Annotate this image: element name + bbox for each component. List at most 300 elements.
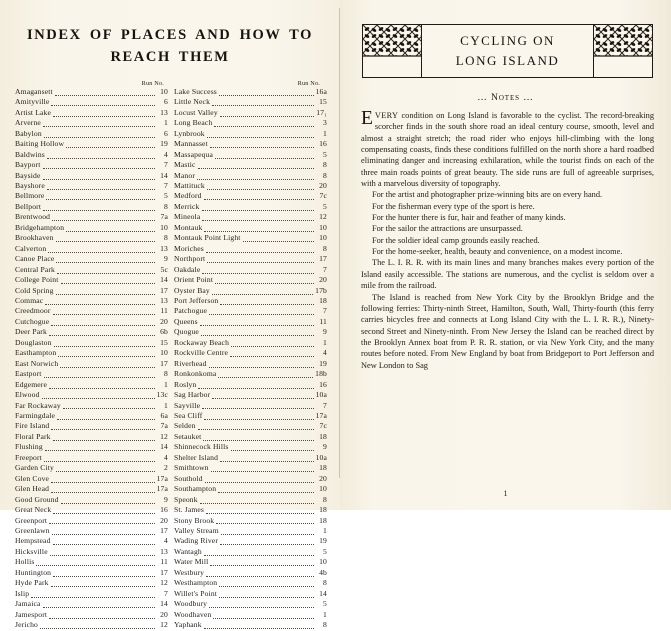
index-entry-run-number: 13c xyxy=(156,390,168,400)
index-entry-run-number: 12 xyxy=(160,578,168,588)
page-number: 1 xyxy=(503,489,508,498)
leader-dots xyxy=(40,627,155,629)
index-entry-name: Orient Point xyxy=(174,275,214,285)
index-entry-name: Freeport xyxy=(15,452,42,462)
index-entry xyxy=(15,150,168,160)
leader-dots xyxy=(207,136,314,138)
index-entry xyxy=(15,390,168,400)
leader-dots xyxy=(209,606,314,608)
index-entry-name: Bayshore xyxy=(15,181,45,191)
index-entry xyxy=(15,286,168,296)
index-entry-name: Water Mill xyxy=(174,557,209,567)
index-entry-name: Little Neck xyxy=(174,97,211,107)
index-entry-name: Bellport xyxy=(15,201,42,211)
leader-dots xyxy=(66,230,155,232)
index-entry xyxy=(15,568,168,578)
index-entry xyxy=(174,181,327,191)
index-entry-name: Speonk xyxy=(174,494,198,504)
index-entry xyxy=(174,348,327,358)
index-entry-name: Selden xyxy=(174,421,196,431)
index-entry-run-number: 8 xyxy=(323,494,327,504)
index-entry xyxy=(174,547,327,557)
index-entry-run-number: 15 xyxy=(160,337,168,347)
index-entry xyxy=(174,254,327,264)
index-entry-name: Shelter Island xyxy=(174,452,219,462)
leader-dots xyxy=(49,387,155,389)
opening-smallcaps: VERY xyxy=(374,111,399,120)
index-entry-run-number: 18 xyxy=(319,296,327,305)
index-entry-run-number: 1 xyxy=(164,118,168,128)
index-entry-run-number: 7a xyxy=(160,421,168,431)
leader-dots xyxy=(207,261,314,263)
index-entry-name: Calverton xyxy=(15,243,47,253)
leader-dots xyxy=(50,554,155,556)
index-entry-name: Hempstead xyxy=(15,536,51,546)
leader-dots xyxy=(214,125,314,127)
leader-dots xyxy=(36,564,155,566)
index-entry-run-number: 12 xyxy=(160,431,168,441)
index-entry-name: Artist Lake xyxy=(15,107,52,117)
index-entry xyxy=(15,327,168,337)
drop-cap: E xyxy=(361,108,373,129)
index-entry-name: Manor xyxy=(174,170,195,180)
index-entry-run-number: 15 xyxy=(319,97,327,107)
leader-dots xyxy=(215,282,314,284)
index-entry-run-number: 20 xyxy=(319,181,327,191)
index-entry xyxy=(174,463,327,473)
leader-dots xyxy=(231,345,314,347)
index-entry-name: Rockville Centre xyxy=(174,348,229,358)
index-entry-run-number: 10 xyxy=(160,86,168,96)
index-entry-run-number: 1 xyxy=(164,379,168,389)
index-entry-name: Babylon xyxy=(15,128,42,138)
index-entry xyxy=(15,557,168,567)
index-entry-name: Greenlawn xyxy=(15,525,50,535)
leader-dots xyxy=(31,596,155,598)
index-entry-name: Quogue xyxy=(174,327,199,337)
index-entry-run-number: 16 xyxy=(160,505,168,515)
index-entry-run-number: 19 xyxy=(319,358,327,368)
index-entry-run-number: 16a xyxy=(315,86,327,96)
index-entry xyxy=(174,129,327,139)
index-entry-name: Queens xyxy=(174,316,198,326)
index-entry-run-number: 13 xyxy=(160,296,168,305)
index-entry-run-number: 1 xyxy=(323,609,327,619)
index-entry xyxy=(174,568,327,578)
leader-dots xyxy=(243,240,314,242)
index-entry xyxy=(15,526,168,536)
paragraph-1-text: condition on Long Island is favorable to the cyclist. The record-breaking scorcher finds in the south shore road an ideal century course, smooth, level and almost a straight stretch; the road rider who enjoys hill-climbing with the long compensating coasts, finds these conditions fulfilled on the north shore a hard roadbed eliminating danger and increasing exhilaration, while the tourist finds on each of the three main roads points of great beauty. The side runs are full of agreeable surprises, with a marvelous diversity of topography. xyxy=(361,111,654,189)
leader-dots xyxy=(53,575,155,577)
leader-dots xyxy=(56,470,155,472)
index-entry xyxy=(15,118,168,128)
index-entry xyxy=(174,505,327,515)
index-entry-name: Hollis xyxy=(15,557,35,567)
leader-dots xyxy=(198,428,314,430)
paragraph-3: For the fisherman every type of the sport is here. xyxy=(372,201,535,211)
index-column-1 xyxy=(15,87,168,631)
index-entry-run-number: 20 xyxy=(319,473,327,483)
index-entry xyxy=(15,202,168,212)
index-entry-run-number: 14 xyxy=(160,442,168,452)
index-entry xyxy=(15,421,168,431)
leader-dots xyxy=(204,198,314,200)
index-entry-name: Merrick xyxy=(174,201,200,211)
index-entry-run-number: 6 xyxy=(164,97,168,107)
leader-dots xyxy=(45,303,155,305)
index-entry-run-number: 7c xyxy=(319,191,327,201)
leader-dots xyxy=(204,627,314,629)
leader-dots xyxy=(58,355,155,357)
index-entry-run-number: 1 xyxy=(323,337,327,347)
index-entry-run-number: 13 xyxy=(160,107,168,117)
index-entry xyxy=(174,327,327,337)
index-entry xyxy=(174,139,327,149)
index-entry-run-number: 5 xyxy=(323,201,327,211)
index-entry-name: Westhampton xyxy=(174,578,218,588)
index-entry xyxy=(174,610,327,620)
leaf-lattice-ornament-icon xyxy=(363,25,422,77)
index-entry-name: Baiting Hollow xyxy=(15,139,65,149)
index-entry-run-number: 5 xyxy=(323,546,327,556)
index-entry-name: Lynbrook xyxy=(174,128,205,138)
index-entry-name: Deer Park xyxy=(15,327,47,337)
index-entry-run-number: 11 xyxy=(160,557,168,567)
leader-dots xyxy=(210,146,314,148)
leader-dots xyxy=(57,272,155,274)
leader-dots xyxy=(220,460,314,462)
index-entry-name: Sea Cliff xyxy=(174,410,203,420)
index-entry-run-number: 18 xyxy=(319,505,327,515)
leader-dots xyxy=(211,470,314,472)
opening-paragraph xyxy=(361,110,654,189)
index-entry xyxy=(15,599,168,609)
leader-dots xyxy=(47,157,155,159)
leader-dots xyxy=(198,387,314,389)
paragraph-9: The Island is reached from New York City by the Brooklyn Bridge and the following ferries: Thirty-ninth Street, Hamilton, South, Wall, Thirty-fourth (this ferry carries bicycles free and connects at Long Island City with the L. I. R. R.), Ninety-second Street and Ninety-ninth. From New Jersey the Island can be reached direct by the Brooklyn Annex boat from P. R. R. station, or via New York City, and the many routes before noted. From New England by boat from Bridgeport to Port Jefferson and New London to Sag xyxy=(361,292,654,370)
leader-dots xyxy=(218,376,313,378)
index-entry-name: Stony Brook xyxy=(174,515,215,525)
run-no-header-right: Run No. xyxy=(297,79,320,87)
index-entry-name: Arverne xyxy=(15,118,41,128)
index-entry-run-number: 5 xyxy=(323,149,327,159)
index-entry xyxy=(15,296,168,306)
index-entry-name: Oakdale xyxy=(174,264,201,274)
leader-dots xyxy=(210,564,314,566)
index-entry xyxy=(15,265,168,275)
index-entry xyxy=(15,348,168,358)
index-entry-name: Baldwins xyxy=(15,149,45,159)
index-entry xyxy=(15,171,168,181)
leader-dots xyxy=(43,209,155,211)
index-entry-name: Amagansett xyxy=(15,86,53,96)
index-entry-run-number: 1 xyxy=(323,525,327,535)
index-entry xyxy=(174,578,327,588)
index-entry xyxy=(174,265,327,275)
index-entry xyxy=(174,401,327,411)
leader-dots xyxy=(207,188,314,190)
paragraph-8: The L. I. R. R. with its main lines and many branches makes every portion of the Island easily accessible. The stations are numerous, and the cyclist is seldom over a mile from the railroad. xyxy=(361,258,654,291)
index-entry-name: Glen Cove xyxy=(15,473,50,483)
index-entry-run-number: 17a xyxy=(156,484,168,494)
index-entry xyxy=(174,432,327,442)
index-entry-run-number: 7a xyxy=(160,212,168,222)
leader-dots xyxy=(43,606,155,608)
index-entry xyxy=(15,484,168,494)
index-entry-name: Rockaway Beach xyxy=(174,337,230,347)
index-entry xyxy=(15,442,168,452)
paragraph-6: For the soldier ideal camp grounds easily reached. xyxy=(372,235,540,245)
index-entry-name: Garden City xyxy=(15,463,54,473)
index-entry-name: Far Rockaway xyxy=(15,400,61,410)
index-column-2 xyxy=(174,87,327,631)
index-entry xyxy=(15,108,168,118)
index-entry-name: Great Neck xyxy=(15,505,52,515)
leader-dots xyxy=(200,502,314,504)
index-entry-run-number: 17₁ xyxy=(316,107,327,117)
index-entry xyxy=(15,495,168,505)
index-entry-run-number: 20 xyxy=(160,316,168,326)
leader-dots xyxy=(218,491,314,493)
index-entry xyxy=(15,380,168,390)
index-entry-run-number: 8 xyxy=(323,170,327,180)
index-entry-run-number: 16 xyxy=(319,139,327,149)
leader-dots xyxy=(44,376,155,378)
leader-dots xyxy=(219,585,314,587)
index-entry-name: Bridgehampton xyxy=(15,222,65,232)
index-entry-name: Moriches xyxy=(174,243,204,253)
leader-dots xyxy=(52,533,155,535)
index-entry-run-number: 9 xyxy=(164,494,168,504)
index-entry xyxy=(174,557,327,567)
index-entry-run-number: 20 xyxy=(319,275,327,285)
index-entry xyxy=(15,306,168,316)
index-entry-name: Canoe Place xyxy=(15,254,55,264)
index-entry-name: Brookhaven xyxy=(15,233,54,243)
index-entry-name: Southampton xyxy=(174,484,217,494)
index-entry xyxy=(174,150,327,160)
index-entry xyxy=(174,453,327,463)
index-entry xyxy=(15,139,168,149)
index-entry-name: Riverhead xyxy=(174,358,207,368)
chapter-title-line2: LONG ISLAND xyxy=(455,53,560,68)
index-entry-name: Woodbury xyxy=(174,599,208,609)
leader-dots xyxy=(206,512,314,514)
leader-dots xyxy=(66,146,155,148)
index-entry xyxy=(174,97,327,107)
index-entry xyxy=(15,516,168,526)
leader-dots xyxy=(201,334,314,336)
index-entry-name: Montauk xyxy=(174,222,203,232)
index-entry xyxy=(15,547,168,557)
index-entry xyxy=(15,474,168,484)
leader-dots xyxy=(216,522,314,524)
index-title-line2: REACH THEM xyxy=(110,49,230,66)
index-entry-run-number: 9 xyxy=(164,254,168,264)
leaf-lattice-ornament-icon-2 xyxy=(593,25,652,77)
leader-dots xyxy=(219,596,314,598)
index-entry xyxy=(15,620,168,630)
index-entry-run-number: 18 xyxy=(319,463,327,473)
leader-dots xyxy=(231,449,315,451)
index-entry-run-number: 9 xyxy=(323,327,327,337)
index-entry xyxy=(15,160,168,170)
index-entry-run-number: 5 xyxy=(323,599,327,609)
leader-dots xyxy=(52,219,155,221)
leader-dots xyxy=(202,272,314,274)
index-entry-run-number: 10 xyxy=(160,222,168,232)
index-entry xyxy=(15,432,168,442)
index-title-line1: INDEX OF PLACES AND HOW TO xyxy=(26,27,314,43)
leader-dots xyxy=(49,334,155,336)
index-entry xyxy=(15,463,168,473)
index-entry-name: Mastic xyxy=(174,160,196,170)
index-entry xyxy=(174,380,327,390)
paragraph-4: For the hunter there is fur, hair and feather of many kinds. xyxy=(372,213,566,223)
leader-dots xyxy=(220,303,314,305)
leader-dots xyxy=(206,575,314,577)
leader-dots xyxy=(61,502,155,504)
index-entry-run-number: 10a xyxy=(315,452,327,462)
index-entry-run-number: 18b xyxy=(315,369,327,379)
index-entry-name: Amityville xyxy=(15,97,50,107)
leader-dots xyxy=(203,439,314,441)
index-entry-name: Bayside xyxy=(15,170,41,180)
index-entry-name: Ronkonkoma xyxy=(174,369,217,379)
leader-dots xyxy=(47,188,155,190)
index-columns xyxy=(15,87,327,631)
index-entry xyxy=(174,306,327,316)
index-entry-run-number: 8 xyxy=(323,243,327,253)
index-entry-name: Commac xyxy=(15,296,44,305)
leader-dots xyxy=(43,167,155,169)
index-entry xyxy=(15,223,168,233)
index-entry-name: Good Ground xyxy=(15,494,59,504)
paragraph-5: For the sailor the attractions are unsurpassed. xyxy=(372,224,523,234)
index-entry-name: St. James xyxy=(174,505,205,515)
index-entry-name: Roslyn xyxy=(174,379,197,389)
leader-dots xyxy=(45,449,155,451)
leader-dots xyxy=(202,209,314,211)
leader-dots xyxy=(54,345,155,347)
index-entry-run-number: 14 xyxy=(160,275,168,285)
index-entry xyxy=(174,108,327,118)
index-entry-run-number: 6b xyxy=(160,327,168,337)
index-entry-run-number: 10a xyxy=(315,390,327,400)
index-entry xyxy=(15,589,168,599)
index-entry xyxy=(174,212,327,222)
index-entry xyxy=(15,401,168,411)
index-entry-run-number: 8 xyxy=(164,233,168,243)
leader-dots xyxy=(43,125,155,127)
index-column-headers xyxy=(14,80,326,87)
leader-dots xyxy=(213,617,314,619)
index-entry-run-number: 7 xyxy=(164,160,168,170)
index-entry-name: Montauk Point Light xyxy=(174,233,241,243)
index-entry-run-number: 4 xyxy=(323,348,327,358)
index-entry xyxy=(15,453,168,463)
leader-dots xyxy=(197,178,314,180)
index-entry-run-number: 7 xyxy=(323,264,327,274)
notes-heading: … Notes … xyxy=(477,92,534,103)
index-entry-name: Mineola xyxy=(174,212,201,222)
leader-dots xyxy=(219,94,314,96)
index-entry xyxy=(174,118,327,128)
index-entry-name: Sag Harbor xyxy=(174,390,211,400)
leader-dots xyxy=(215,157,314,159)
index-entry-run-number: 8 xyxy=(323,578,327,588)
leader-dots xyxy=(44,136,155,138)
index-entry xyxy=(15,536,168,546)
chapter-title-box xyxy=(362,24,653,78)
index-entry xyxy=(15,610,168,620)
body-text xyxy=(361,110,654,371)
leader-dots xyxy=(212,104,314,106)
index-entry xyxy=(174,484,327,494)
leader-dots xyxy=(48,251,155,253)
leader-dots xyxy=(198,167,314,169)
index-entry-run-number: 12 xyxy=(319,212,327,222)
paragraph-7: For the home-seeker, health, beauty and convenience, on a modest income. xyxy=(372,247,623,257)
leader-dots xyxy=(53,512,155,514)
page-title xyxy=(22,24,318,69)
index-entry-run-number: 18 xyxy=(319,515,327,525)
leader-dots xyxy=(51,324,155,326)
index-entry-name: Valley Stream xyxy=(174,525,219,535)
index-entry-run-number: 11 xyxy=(160,306,168,316)
leader-dots xyxy=(202,219,314,221)
index-entry-name: Port Jefferson xyxy=(174,296,219,305)
index-entry-run-number: 10 xyxy=(319,557,327,567)
index-entry xyxy=(174,369,327,379)
index-entry xyxy=(174,296,327,306)
leader-dots xyxy=(202,407,314,409)
leader-dots xyxy=(55,94,155,96)
index-entry-run-number: 1 xyxy=(323,128,327,138)
index-entry-name: Fire Island xyxy=(15,421,50,431)
index-entry-name: Flushing xyxy=(15,442,43,452)
index-entry-run-number: 14 xyxy=(160,170,168,180)
index-entry-name: Edgemere xyxy=(15,379,47,389)
leader-dots xyxy=(51,428,155,430)
index-entry-name: Easthampton xyxy=(15,348,57,358)
index-entry-name: Jamesport xyxy=(15,609,48,619)
index-entry-run-number: 5c xyxy=(160,264,168,274)
index-entry xyxy=(174,589,327,599)
leader-dots xyxy=(200,324,314,326)
index-entry xyxy=(174,286,327,296)
index-entry-run-number: 7 xyxy=(323,400,327,410)
leader-dots xyxy=(206,251,314,253)
index-entry xyxy=(174,526,327,536)
index-entry xyxy=(15,254,168,264)
index-entry-name: Smithtown xyxy=(174,463,209,473)
index-entry xyxy=(15,87,168,97)
index-entry-run-number: 10 xyxy=(319,484,327,494)
index-entry-name: College Point xyxy=(15,275,59,285)
leader-dots xyxy=(204,230,314,232)
index-entry-name: Brentwood xyxy=(15,212,51,222)
leader-dots xyxy=(205,481,314,483)
index-entry xyxy=(174,390,327,400)
index-entry-run-number: 10 xyxy=(319,222,327,232)
index-entry-run-number: 10 xyxy=(160,348,168,358)
index-entry xyxy=(174,275,327,285)
index-entry-name: Bellmore xyxy=(15,191,45,201)
index-entry-name: Long Beach xyxy=(174,118,213,128)
index-entry-name: Massapequa xyxy=(174,149,214,159)
index-entry-run-number: 3 xyxy=(323,118,327,128)
